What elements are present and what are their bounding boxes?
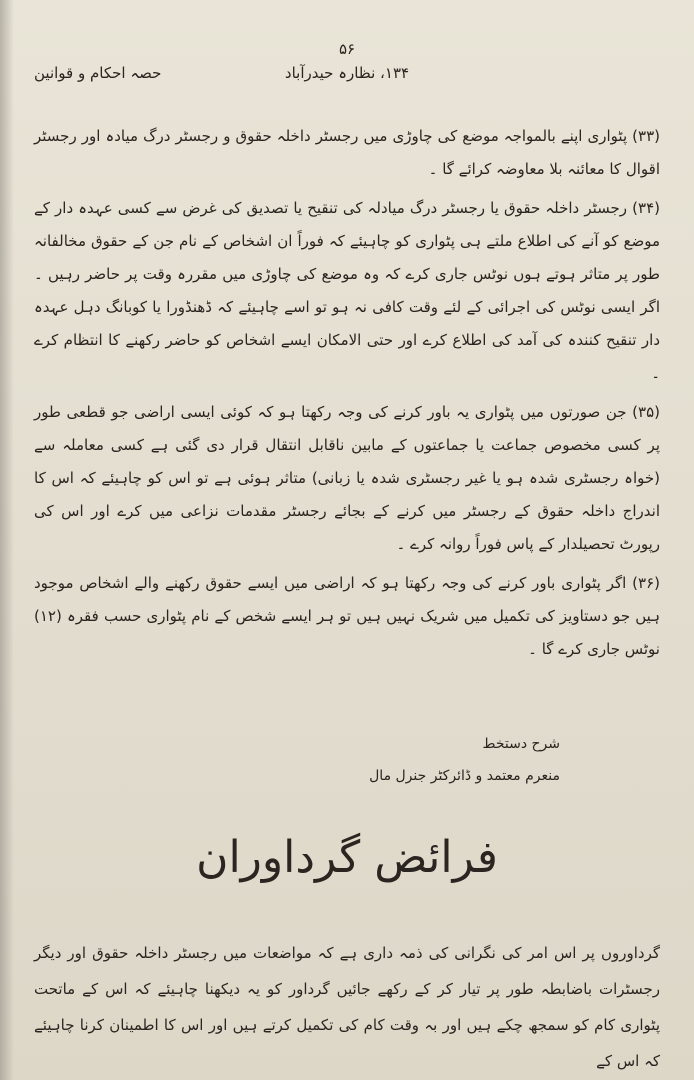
- section-title: حصہ احکام و قوانین: [34, 64, 162, 82]
- signature-line-2: منعرم معتمد و ڈائرکٹر جنرل مال: [369, 768, 560, 784]
- body-text: [34, 120, 660, 672]
- signature-line-1: شرح دستخط: [482, 736, 560, 752]
- binding-shadow: [0, 0, 14, 1080]
- page-header: [28, 40, 666, 98]
- book-title: ۱۳۴، نظارہ حیدرآباد: [284, 64, 410, 82]
- page-number: ۵۶: [338, 40, 356, 58]
- paragraph-35: (۳۵) جن صورتوں میں پٹواری یہ باور کرنے کی وجہ رکھتا ہو کہ کوئی ایسی اراضی جو قطعی طور پر کسی مخصوص جماعت یا جماعتوں کے مابین ناقابل انتقال قرار دی گئی ہے کسی معاملہ سے (خواہ رجسٹری شدہ ہو یا غیر رجسٹری شدہ یا زبانی) متاثر ہوئی ہے تو اس کو چاہیئے کہ اس کا اندراج داخلہ حقوق کے رجسٹر میں کرنے کے بجائے رجسٹر مقدمات نزاعی میں کرے اور اس کی رپورٹ تحصیلدار کے پاس فوراً روانہ کرے ۔: [34, 403, 660, 553]
- paragraph-34: (۳۴) رجسٹر داخلہ حقوق یا رجسٹر درگ میادلہ کی تنقیح یا تصدیق کی غرض سے کسی عہدہ دار کے موضع کو آنے کی اطلاع ملتے ہی پٹواری کو چاہیئے کہ فوراً ان اشخاص کے نام جن کے حقوق مخالفانہ طور پر متاثر ہوتے ہوں نوٹس جاری کرے کہ وہ موضع کی چاوڑی میں مقررہ وقت پر حاضر رہیں ۔ اگر ایسی نوٹس کی اجرائی کے لئے وقت کافی نہ ہو تو اسے چاہیئے کہ ڈھنڈورا یا کوبانگ دہل عہدہ دار تنقیح کنندہ کی آمد کی اطلاع کرے اور حتی الامکان ایسے اشخاص کو حاضر رکھنے کا انتظام کرے ۔: [34, 199, 660, 382]
- paragraph-36: (۳۶) اگر پٹواری باور کرنے کی وجہ رکھتا ہو کہ اراضی میں ایسے حقوق رکھنے والے اشخاص موجود ہیں جو دستاویز کی تکمیل میں شریک نہیں ہیں تو ہر ایسے شخص کے نام پٹواری حسب فقرہ (۱۲) نوٹس جاری کرے گا ۔: [34, 574, 660, 658]
- signature-block: [300, 728, 560, 792]
- heading-paragraph: گرداوروں پر اس امر کی نگرانی کی ذمہ داری ہے کہ مواضعات میں رجسٹر داخلہ حقوق اور دیگر رجسٹرات باضابطہ طور پر تیار کر کے رکھے جائیں گرداور کو یہ دیکھنا چاہیئے کہ اس کے ماتحت پٹواری کام کو سمجھ چکے ہیں اور بہ وقت کام کی تکمیل کرتے ہیں اور اس کا اطمینان کرنا چاہیئے کہ اس کے: [34, 944, 660, 1070]
- paragraph-33: (۳۳) پٹواری اپنے بالمواجہ موضع کی چاوڑی میں رجسٹر داخلہ حقوق و رجسٹر درگ میادہ اور رجسٹر اقوال کا معائنہ بلا معاوضہ کرائے گا ۔: [34, 127, 660, 178]
- section-heading: فرائض گرداوران: [196, 832, 498, 883]
